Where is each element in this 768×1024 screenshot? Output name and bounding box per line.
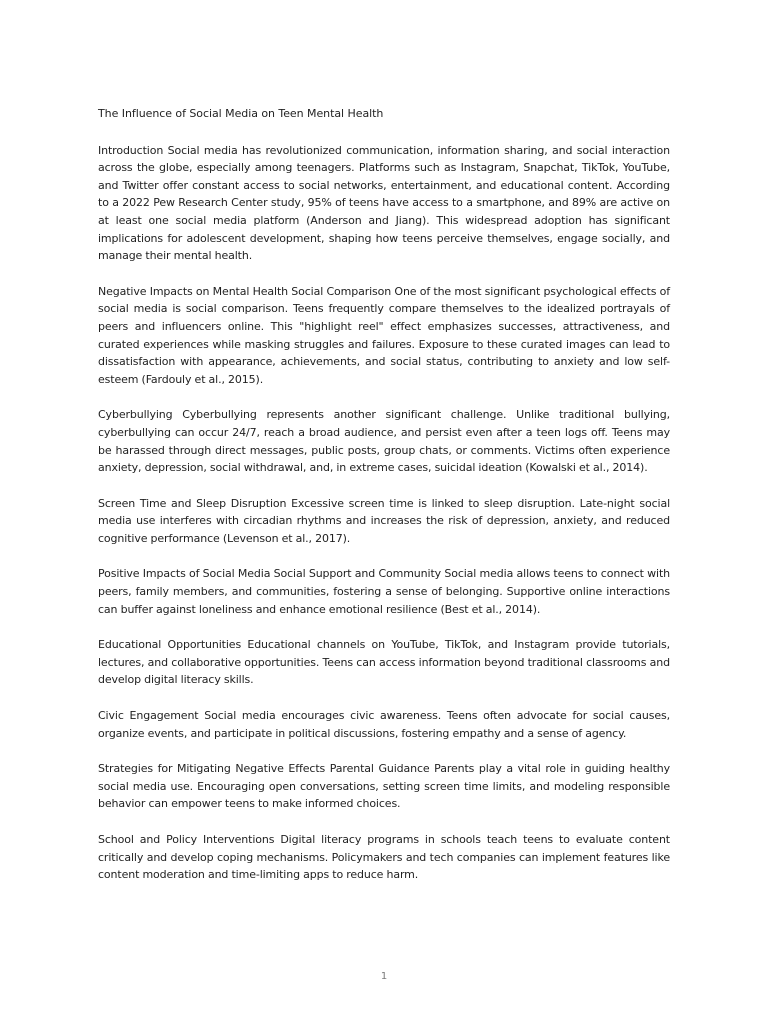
- paragraph-cyberbullying: Cyberbullying Cyberbullying represents another significant challenge. Unlike traditional bullying, cyberbullying can occur 24/7, reach a broad audience, and persist even after a teen logs off. Teens may be harassed through direct messages, public posts, group chats, or comments. Victims often experience anxiety, depression, social withdrawal, and, in extreme cases, suicidal ideation (Kowalski et al., 2014).: [98, 408, 670, 475]
- paragraph-educational-opportunities: Educational Opportunities Educational channels on YouTube, TikTok, and Instagram provide tutorials, lectures, and collaborative opportunities. Teens can access information beyond traditional classrooms and develop digital literacy skills.: [98, 638, 670, 687]
- paragraph-social-support: Positive Impacts of Social Media Social Support and Community Social media allows teens to connect with peers, family members, and communities, fostering a sense of belonging. Supportive online interactions can buffer against loneliness and enhance emotional resilience (Best et al., 2014).: [98, 567, 670, 616]
- paragraph-social-comparison: Negative Impacts on Mental Health Social Comparison One of the most significant psychological effects of social media is social comparison. Teens frequently compare themselves to the idealized portrayals of peers and influencers online. This "highlight reel" effect emphasizes successes, attractiveness, and curated experiences while masking struggles and failures. Exposure to these curated images can lead to dissatisfaction with appearance, achievements, and social status, contributing to anxiety and low self-esteem (Fardouly et al., 2015).: [98, 284, 670, 386]
- page-number: 1: [380, 971, 388, 982]
- paragraph-screen-time: Screen Time and Sleep Disruption Excessive screen time is linked to sleep disruption. Late-night social media use interferes with circadian rhythms and increases the risk of depression, anxiety, and reduced cognitive performance (Levenson et al., 2017).: [98, 496, 670, 545]
- paragraph-introduction: Introduction Social media has revolutionized communication, information sharing, and social interaction across the globe, especially among teenagers. Platforms such as Instagram, Snapchat, TikTok, YouTube, and Twitter offer constant access to social networks, entertainment, and educational content. According to a 2022 Pew Research Center study, 95% of teens have access to a smartphone, and 89% are active on at least one social media platform (Anderson and Jiang). This widespread adoption has significant implications for adolescent development, shaping how teens perceive themselves, engage socially, and manage their mental health.: [98, 143, 670, 263]
- paragraph-policy-interventions: School and Policy Interventions Digital literacy programs in schools teach teens to evaluate content critically and develop coping mechanisms. Policymakers and tech companies can implement features like content moderation and time-limiting apps to reduce harm.: [98, 833, 670, 882]
- document-body: [98, 105, 670, 902]
- document-title: The Influence of Social Media on Teen Mental Health: [98, 107, 384, 120]
- paragraph-civic-engagement: Civic Engagement Social media encourages civic awareness. Teens often advocate for social causes, organize events, and participate in political discussions, fostering empathy and a sense of agency.: [98, 709, 670, 740]
- paragraph-parental-guidance: Strategies for Mitigating Negative Effects Parental Guidance Parents play a vital role in guiding healthy social media use. Encouraging open conversations, setting screen time limits, and modeling responsible behavior can empower teens to make informed choices.: [98, 762, 670, 811]
